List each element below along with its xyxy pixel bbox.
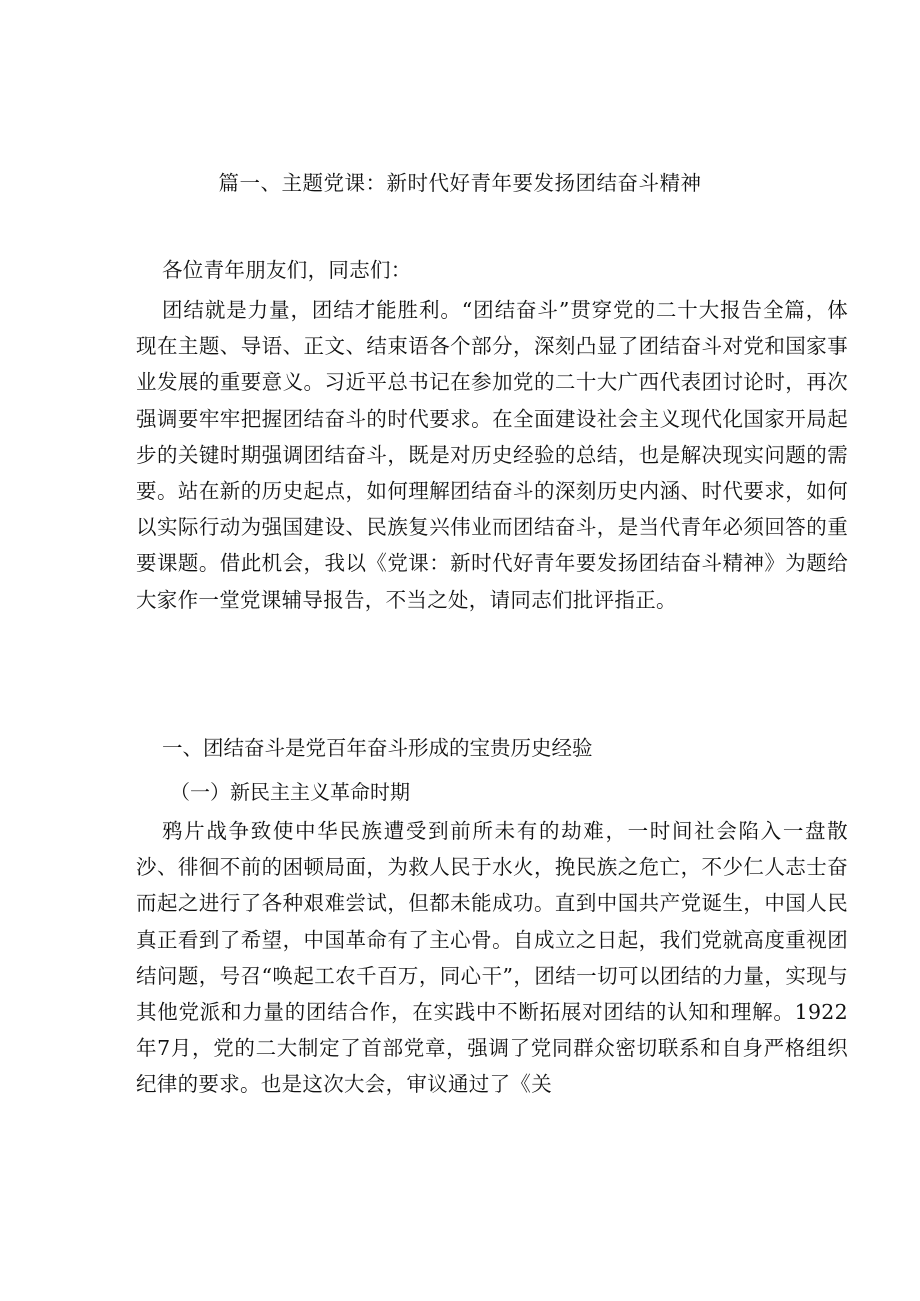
- greeting: 各位青年朋友们，同志们：: [162, 258, 412, 282]
- subsection-heading: （一）新民主主义革命时期: [170, 780, 410, 804]
- document-title: 篇一、主题党课：新时代好青年要发扬团结奋斗精神: [218, 171, 702, 195]
- intro-paragraph: 团结就是力量，团结才能胜利。“团结奋斗”贯穿党的二十大报告全篇，体现在主题、导语、正文、结束语各个部分，深刻凸显了团结奋斗对党和国家事业发展的重要意义。习近平总书记在参加党的二十大广西代表团讨论时，再次强调要牢牢把握团结奋斗的时代要求。在全面建设社会主义现代化国家开局起步的关键时期强调团结奋斗，既是对历史经验的总结，也是解决现实问题的需要。站在新的历史起点，如何理解团结奋斗的深刻历史内涵、时代要求，如何以实际行动为强国建设、民族复兴伟业而团结奋斗，是当代青年必须回答的重要课题。借此机会，我以《党课：新时代好青年要发扬团结奋斗精神》为题给大家作一堂党课辅导报告，不当之处，请同志们批评指正。: [136, 298, 848, 612]
- section-paragraph: 鸦片战争致使中华民族遭受到前所未有的劫难，一时间社会陷入一盘散沙、徘徊不前的困顿局面，为救人民于水火，挽民族之危亡，不少仁人志士奋而起之进行了各种艰难尝试，但都未能成功。直到中国共产党诞生，中国人民真正看到了希望，中国革命有了主心骨。自成立之日起，我们党就高度重视团结问题，号召“唤起工农千百万，同心干”，团结一切可以团结的力量，实现与其他党派和力量的团结合作，在实践中不断拓展对团结的认知和理解。1922年7月，党的二大制定了首部党章，强调了党同群众密切联系和自身严格组织纪律的要求。也是这次大会，审议通过了《关: [136, 819, 848, 1097]
- section-heading: 一、团结奋斗是党百年奋斗形成的宝贵历史经验: [162, 736, 593, 760]
